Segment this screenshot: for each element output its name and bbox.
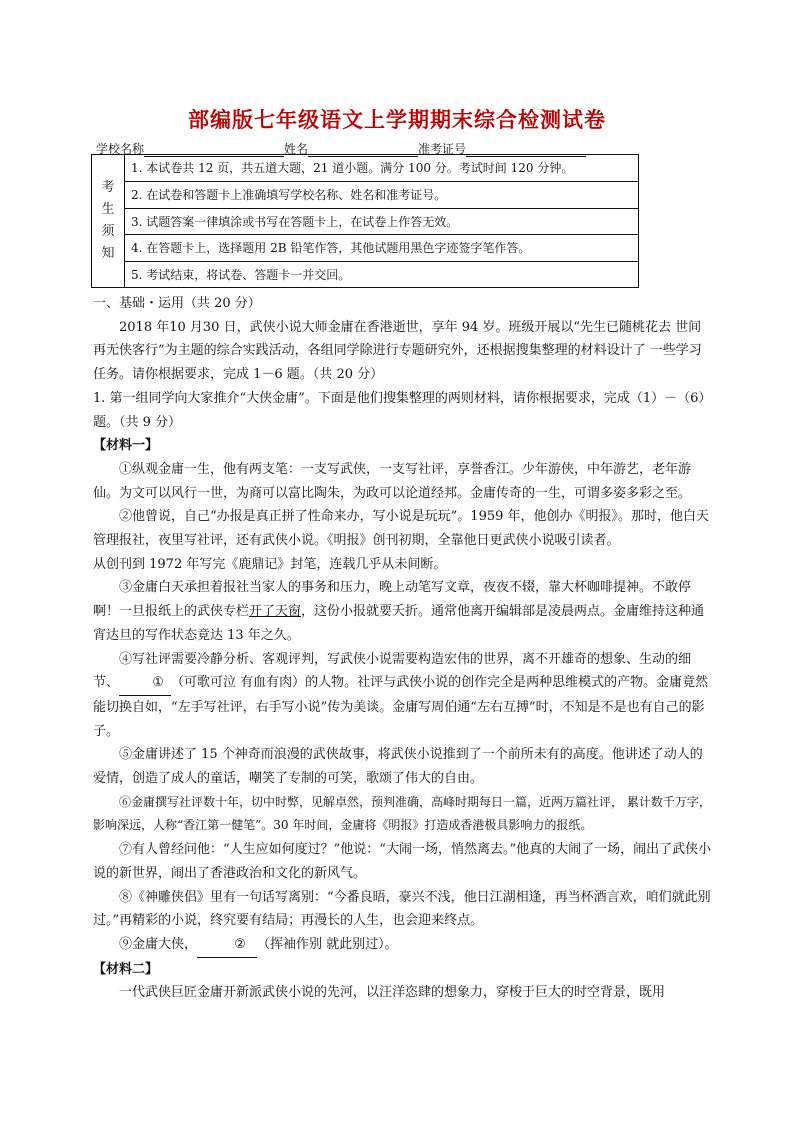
paragraph-8: ⑧《神雕侠侣》里有一句话写离别：“今番良晤，豪兴不浅，他日江湖相逢，再当杯酒言欢，咱们就此别过。”再精彩的小说，终究要有结局；再漫长的人生，也会迎来终点。	[93, 889, 711, 929]
answer-blank-2[interactable]: ②	[197, 933, 257, 958]
paragraph-6: ⑥金庸撰写社评数十年，切中时弊，见解卓然，预判准确，高峰时期每日一篇，近两万篇社评， 累计数千万字，影响深远，人称“香江第一健笔”。30 年时间，金庸将《明报》打造成香港极具影响力的报纸。	[93, 794, 711, 833]
paragraph-3: ③金庸白天承担着报社当家人的事务和压力，晚上动笔写文章，夜夜不辍，靠大杯咖啡提神。不敢停啊！一旦报纸上的武侠专栏开了天窗，这份小报就要夭折。通常他离开编辑部是凌晨两点。金庸维持这种通宵达旦的写作状态竟达 13 年之久。	[93, 580, 705, 643]
school-label: 学校名称	[96, 142, 145, 156]
paragraph-5: ⑤金庸讲述了 15 个神奇而浪漫的武侠故事，将武侠小说推到了一个前所未有的高度。他讲述了动人的爱情，创造了成人的童话，嘲笑了专制的可笑，歌颂了伟大的自由。	[93, 747, 703, 787]
notice-item: 5. 考试结束，将试卷、答题卡一并交回。	[131, 268, 351, 283]
notice-item: 2. 在试卷和答题卡上准确填写学校名称、姓名和准考证号。	[125, 182, 638, 209]
section-heading: 一、基础・运用（共 20 分）	[93, 296, 261, 311]
candidate-notice-box	[91, 154, 639, 288]
underlined-phrase: 开了天窗	[249, 604, 302, 620]
notice-side-label: 考 生 须 知	[92, 155, 125, 287]
paragraph-4: ④写社评需要冷静分析、客观评判，写武侠小说需要构造宏伟的世界，离不开雄奇的想象、生动的细节、 ① （可歌可泣 有血有肉）的人物。社评与武侠小说的创作完全是两种思维模式的产物。金庸竟然能切换自如，“左手写社评，右手写小说”传为美谈。金庸写周伯通“左右互搏”时，不知是不是也有自己的影子。	[93, 651, 709, 739]
paragraph-2: ②他曾说，自己“办报是真正拼了性命来办，写小说是玩玩”。1959 年，他创办《明报》。那时，他白天管理报社，夜里写社评，还有武侠小说。《明报》创刊初期，全靠他日更武侠小说吸引读者。	[93, 509, 710, 549]
notice-item: 1. 本试卷共 12 页，共五道大题，21 道小题。满分 100 分。考试时间 120 分钟。	[125, 155, 638, 182]
material-two-label: 【材料二】	[93, 961, 159, 977]
material-one-label: 【材料一】	[93, 438, 159, 454]
notice-item: 3. 试题答案一律填涂或书写在答题卡上，在试卷上作答无效。	[125, 209, 638, 236]
question-body	[93, 292, 713, 1005]
notice-item: 4. 在答题卡上，选择题用 2B 铅笔作答，其他试题用黑色字迹签字笔作答。	[125, 235, 638, 262]
material-two-text: 一代武侠巨匠金庸开新派武侠小说的先河，以汪洋恣肆的想象力，穿梭于巨大的时空背景，既用	[119, 985, 666, 1001]
answer-blank-1[interactable]: ①	[119, 671, 171, 696]
paragraph-9: ⑨金庸大侠， ② （挥袖作别 就此别过）。	[93, 933, 713, 958]
ticket-label: 准考证号	[418, 142, 467, 156]
name-label: 姓名	[284, 142, 309, 156]
page-title: 部编版七年级语文上学期期末综合检测试卷	[188, 108, 606, 132]
paragraph-2-continued: 从创刊到 1972 年写完《鹿鼎记》封笔，连载几乎从未间断。	[93, 556, 447, 572]
paragraph-1: ①纵观金庸一生，他有两支笔：一支写武侠，一支写社评，享誉香江。少年游侠，中年游艺，老年游仙。为文可以风行一世，为商可以富比陶朱，为政可以论道经邦。金庸传奇的一生，可谓多姿多彩之至。	[93, 461, 692, 501]
question-1: 1. 第一组同学向大家推介“大侠金庸”。下面是他们搜集整理的两则材料，请你根据要求，完成（1）－（6）题。（共 9 分）	[93, 390, 712, 430]
section-intro: 2018 年10 月30 日，武侠小说大师金庸在香港逝世，享年 94 岁。班级开展以“先生已随桃花去 世间再无侠客行”为主题的综合实践活动，各组同学除进行专题研究外，还根据搜集整理的材料设计了 一些学习任务。请你根据要求，完成 1－6 题。（共 20 分）	[93, 319, 702, 383]
paragraph-7: ⑦有人曾经问他：“人生应如何度过？”他说：“大闹一场，悄然离去。”他真的大闹了一场，闹出了武侠小说的新世界，闹出了香港政治和文化的新风气。	[93, 842, 712, 881]
